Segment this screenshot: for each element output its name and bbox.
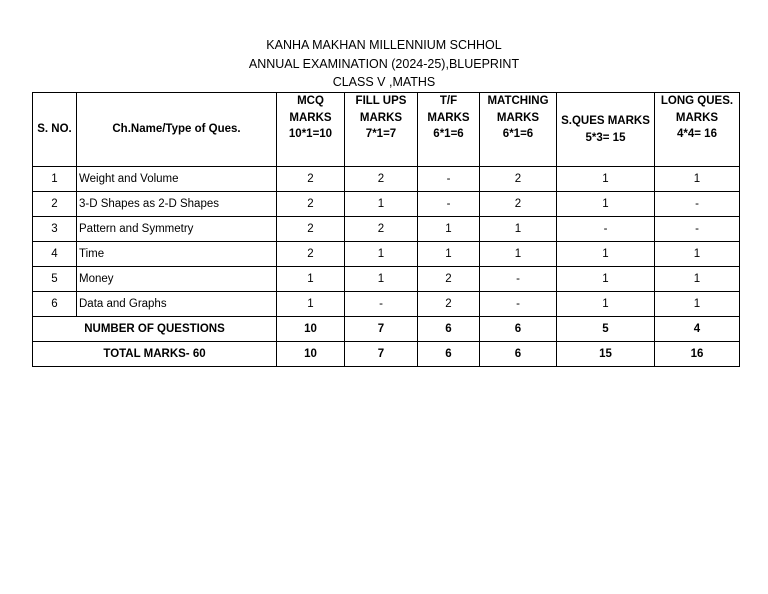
cell-matching: 2 [480,192,557,217]
header-row [33,93,740,167]
summary-label: TOTAL MARKS- 60 [33,342,277,367]
class-subject: CLASS V ,MATHS [332,75,436,89]
cell-matching: 1 [480,217,557,242]
cell-sno: 3 [33,217,77,242]
cell-long-ques: - [655,192,740,217]
header-mcq-line: MARKS [289,111,332,124]
cell-short-ques: 5 [557,317,655,342]
cell-mcq: 10 [277,342,345,367]
header-short-line: 5*3= 15 [585,131,626,144]
table-row [33,242,740,267]
table-row [33,217,740,242]
cell-mcq: 2 [277,192,345,217]
header-long-line: 4*4= 16 [677,128,717,140]
exam-title: ANNUAL EXAMINATION (2024-25),BLUEPRINT [248,56,520,71]
header-long-line: LONG QUES. [660,95,734,107]
header-mcq-line: MCQ [297,95,324,107]
cell-matching: 1 [480,242,557,267]
summary-row-questions [33,317,740,342]
cell-sno: 5 [33,267,77,292]
header-matching-line: MARKS [496,111,540,124]
cell-sno: 1 [33,167,77,192]
cell-mcq: 2 [277,242,345,267]
cell-fill-ups: 2 [345,217,418,242]
header-tf [418,93,480,167]
cell-tf: 2 [418,292,480,317]
cell-matching: 6 [480,317,557,342]
summary-label: NUMBER OF QUESTIONS [33,317,277,342]
cell-fill-ups: 7 [345,317,418,342]
cell-fill-ups: 1 [345,267,418,292]
header-sno: S. NO. [33,93,77,167]
table-row [33,292,740,317]
cell-matching: - [480,292,557,317]
header-short-ques [557,93,655,167]
header-fill-line: 7*1=7 [365,128,397,140]
header-mcq-line: 10*1=10 [288,128,333,140]
cell-chapter: Time [77,242,277,267]
cell-long-ques: 1 [655,267,740,292]
cell-short-ques: 1 [557,292,655,317]
cell-short-ques: 1 [557,267,655,292]
header-tf-line: T/F [439,95,458,107]
header-tf-line: 6*1=6 [433,128,464,140]
cell-tf: - [418,167,480,192]
header-mcq [277,93,345,167]
cell-tf: 1 [418,242,480,267]
cell-long-ques: 4 [655,317,740,342]
document-title [0,36,768,92]
blueprint-table [32,92,740,367]
cell-matching: 2 [480,167,557,192]
cell-fill-ups: 7 [345,342,418,367]
cell-mcq: 2 [277,167,345,192]
cell-sno: 6 [33,292,77,317]
cell-tf: - [418,192,480,217]
cell-mcq: 1 [277,267,345,292]
cell-short-ques: 1 [557,192,655,217]
cell-tf: 1 [418,217,480,242]
cell-fill-ups: - [345,292,418,317]
cell-mcq: 1 [277,292,345,317]
cell-short-ques: 1 [557,167,655,192]
cell-long-ques: 1 [655,167,740,192]
cell-mcq: 10 [277,317,345,342]
header-long-line: MARKS [675,111,719,124]
header-tf-line: MARKS [427,111,470,124]
cell-sno: 4 [33,242,77,267]
header-matching-line: 6*1=6 [502,128,534,140]
cell-chapter: Data and Graphs [77,292,277,317]
cell-long-ques: 16 [655,342,740,367]
cell-long-ques: 1 [655,242,740,267]
cell-matching: - [480,267,557,292]
header-fill-ups [345,93,418,167]
cell-fill-ups: 2 [345,167,418,192]
cell-mcq: 2 [277,217,345,242]
header-long-ques [655,93,740,167]
cell-long-ques: 1 [655,292,740,317]
cell-short-ques: - [557,217,655,242]
header-fill-line: FILL UPS [355,95,407,107]
school-name: KANHA MAKHAN MILLENNIUM SCHHOL [266,38,502,52]
header-matching-line: MATCHING [487,95,549,107]
cell-chapter: Weight and Volume [77,167,277,192]
table-row [33,192,740,217]
table-row [33,167,740,192]
cell-long-ques: - [655,217,740,242]
cell-tf: 2 [418,267,480,292]
cell-sno: 2 [33,192,77,217]
cell-fill-ups: 1 [345,242,418,267]
table-row [33,267,740,292]
header-short-line: S.QUES MARKS [561,115,650,127]
summary-row-marks [33,342,740,367]
header-fill-line: MARKS [359,111,403,124]
cell-tf: 6 [418,342,480,367]
cell-chapter: 3-D Shapes as 2-D Shapes [77,192,277,217]
header-matching [480,93,557,167]
cell-chapter: Pattern and Symmetry [77,217,277,242]
cell-short-ques: 15 [557,342,655,367]
cell-short-ques: 1 [557,242,655,267]
cell-fill-ups: 1 [345,192,418,217]
header-chapter: Ch.Name/Type of Ques. [77,93,277,167]
cell-tf: 6 [418,317,480,342]
cell-matching: 6 [480,342,557,367]
cell-chapter: Money [77,267,277,292]
